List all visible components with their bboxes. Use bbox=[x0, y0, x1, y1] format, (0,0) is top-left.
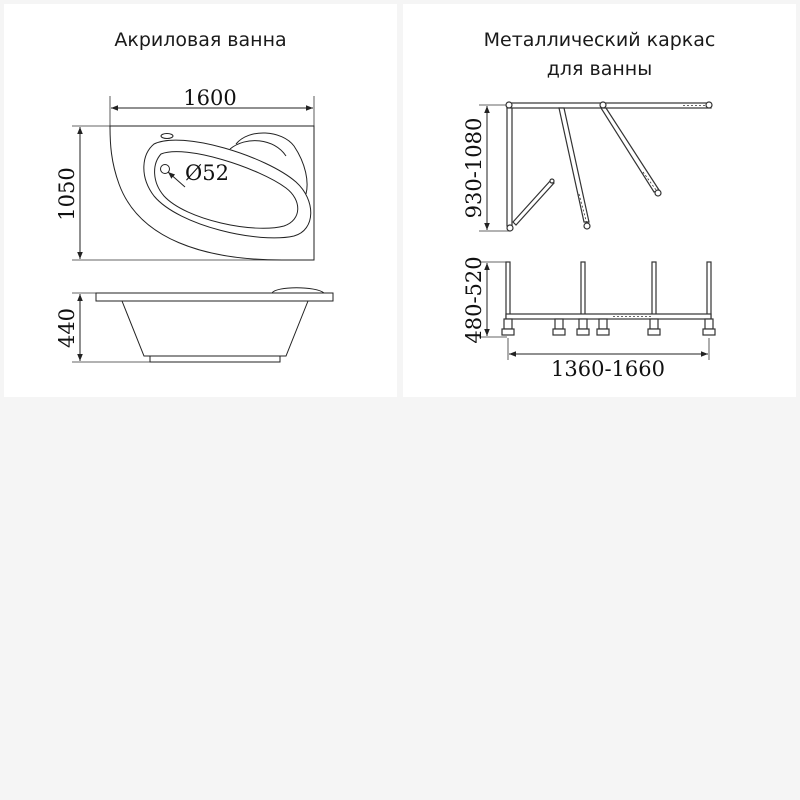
bathtub-side-view bbox=[96, 288, 333, 362]
frame-foot bbox=[577, 319, 589, 335]
metal-frame-title-line2: для ванны bbox=[546, 58, 653, 80]
dimension-length-label: 1600 bbox=[183, 86, 237, 110]
metal-frame-title-line1: Металлический каркас bbox=[483, 29, 716, 51]
dimension-height bbox=[55, 293, 150, 362]
acrylic-bathtub-title-text: Акриловая ванна bbox=[114, 29, 287, 51]
frame-foot bbox=[597, 319, 609, 335]
frame-foot bbox=[703, 319, 715, 335]
bathtub-top-view bbox=[110, 126, 314, 260]
dimension-frame-length bbox=[508, 338, 709, 381]
dimension-width-label: 1050 bbox=[55, 167, 79, 221]
dimension-width bbox=[55, 126, 309, 260]
dimension-drain-label: Ø52 bbox=[185, 161, 229, 185]
frame-foot bbox=[648, 319, 660, 335]
dimension-frame-length-label: 1360-1660 bbox=[551, 357, 665, 381]
frame-foot bbox=[553, 319, 565, 335]
acrylic-bathtub-panel bbox=[4, 4, 397, 397]
empty-area bbox=[0, 397, 800, 800]
dimension-height-label: 440 bbox=[55, 307, 79, 349]
dimension-frame-height-label: 930-1080 bbox=[462, 117, 486, 219]
frame-foot bbox=[502, 319, 514, 335]
frame-upper-assembly bbox=[506, 102, 712, 231]
bathtub-drawing bbox=[4, 4, 397, 397]
dimension-length bbox=[110, 86, 314, 129]
dimension-leg-height-label: 480-520 bbox=[462, 256, 486, 344]
frame-lower-assembly bbox=[502, 262, 715, 335]
metal-frame-panel bbox=[403, 4, 796, 397]
dimension-leg-height bbox=[462, 256, 507, 343]
frame-drawing bbox=[403, 4, 796, 397]
dimension-frame-height bbox=[462, 105, 511, 231]
